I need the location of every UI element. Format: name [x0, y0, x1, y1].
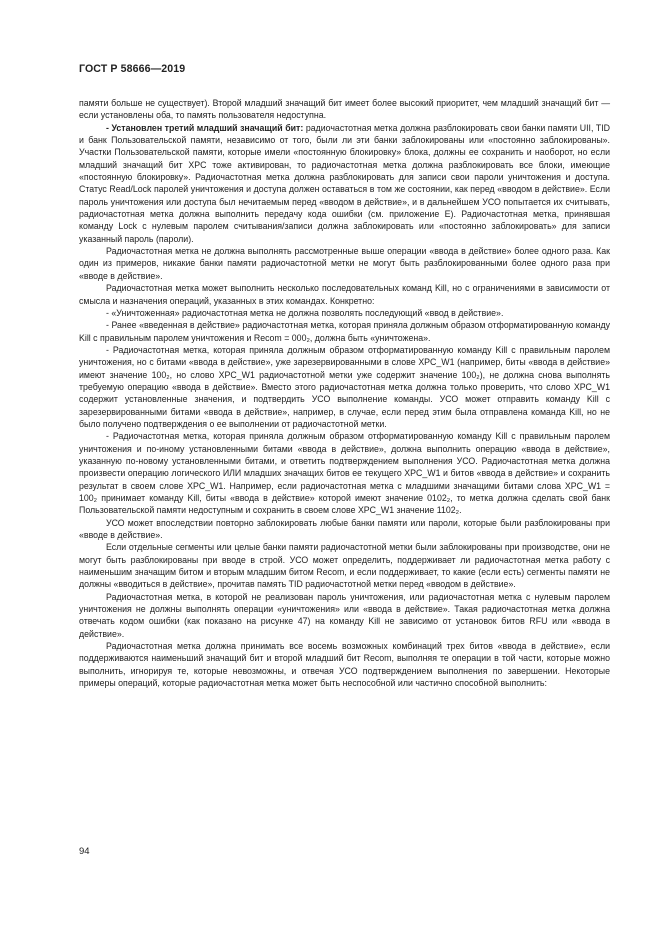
- paragraph: - Ранее «введенная в действие» радиочастотная метка, которая приняла должным образом отформатированную команду Kill с правильным паролем уничтожения и Recom = 000₂, должна быть «уничтожена».: [79, 320, 610, 343]
- paragraph-text: радиочастотная метка должна разблокировать свои банки памяти UII, TID и банк Пользовательской памяти, независимо от того, были ли эти банки заблокированы или «постоянно заблокированы». Участки Пользовательской памяти, которые имели «постоянную блокировку» блока, должны ее сохранить и наоборот, но если младший значащий бит XPC тоже активирован, то радиочастотная метка должна разблокировать все блоки, имеющие «постоянную блокировку». Радиочастотная метка должна разблокировать для записи свои пароли уничтожения и доступа. Статус Read/Lock паролей уничтожения и доступа должен оставаться в том же состоянии, как перед «вводом в действие». Если пароль уничтожения или доступа был нечитаемым перед «вводом в действие», и в дальнейшем УСО попытается их считывать, радиочастотная метка должна выполнить передачу кода ошибки (см. приложение Е). Радиочастотная метка, принявшая команду Lock с нулевым паролем считывания/записи должна заблокировать или «постоянно заблокировать» для записи указанный пароль (пароли).: [79, 122, 610, 244]
- paragraph: - «Уничтоженная» радиочастотная метка не должна позволять последующий «ввод в действие».: [106, 307, 504, 318]
- document-header: ГОСТ Р 58666—2019: [79, 63, 186, 75]
- document-body: [79, 97, 610, 690]
- paragraph: памяти больше не существует). Второй младший значащий бит имеет более высокий приоритет, чем младший значащий бит — если установлены оба, то память пользователя недоступна.: [79, 98, 610, 121]
- paragraph: - Радиочастотная метка, которая приняла должным образом отформатированную команду Kill с правильным паролем уничтожения и по-иному установленными битами «ввода в действие», должна выполнить операцию «ввода в действие», указанную по-новому установленными битами, и ответить подтверждением выполнения УСО. Радиочастотная метка должна произвести операцию логического ИЛИ младших значащих битов ее текущего XPC_W1 и битов «ввода в действие» и сохранить результат в своем слове XPC_W1. Например, если радиочастотная метка с младшими значащими битами слова XPC_W1 = 100₂ принимает команду Kill, биты «ввода в действие» которой имеют значение 0102₂, то метка должна сделать свой банк Пользовательской памяти недоступным и сохранить в своем слове XPC_W1 значение 1102₂.: [79, 431, 610, 516]
- paragraph-lead: - Установлен третий младший значащий бит:: [106, 122, 304, 133]
- paragraph: [79, 122, 610, 245]
- paragraph: УСО может впоследствии повторно заблокировать любые банки памяти или пароли, которые были разблокированы при «вводе в действие».: [79, 517, 610, 541]
- paragraph: Если отдельные сегменты или целые банки памяти радиочастотной метки были заблокированы при производстве, они не могут быть разблокированы при вводе в строй. УСО может определить, поддерживает ли радиочастотная метка работу с наименьшим значащим битом и вторым младшим битом Recom, и если поддерживает, то какие (если есть) сегменты памяти не должны «вводиться в действие», прочитав память TID радиочастотной метки перед «вводом в действие».: [79, 542, 610, 590]
- paragraph: Радиочастотная метка, в которой не реализован пароль уничтожения, или радиочастотная метка с нулевым паролем уничтожения не должны выполнять операции «уничтожения» или «ввода в действие». Такая радиочастотная метка должна отвечать кодом ошибки (как показано на рисунке 47) на команду Kill не зависимо от установок битов RFU или «ввода в действие».: [79, 591, 610, 639]
- paragraph: Радиочастотная метка должна принимать все восемь возможных комбинаций трех битов «ввода в действие», если поддерживаются наименьший значащий бит и второй младший бит Recom, выполняя те операции в той части, которые можно выполнить, игнорируя те, которые невозможны, и отвечая УСО подтверждением выполнения по завершении. Некоторые примеры операций, которые радиочастотная метка может быть неспособной или частично способной выполнить:: [79, 641, 610, 689]
- page-number: 94: [79, 846, 90, 857]
- paragraph: Радиочастотная метка может выполнить несколько последовательных команд Kill, но с ограничениями в зависимости от смысла и назначения операций, указанных в этих командах. Конкретно:: [79, 283, 610, 306]
- paragraph: - Радиочастотная метка, которая приняла должным образом отформатированную команду Kill с правильным паролем уничтожения, но с битами «ввода в действие», уже зарезервированными в слове XPC_W1 (например, биты «ввода в действие» имеют значение 100₂, но слово XPC_W1 радиочастотной метки уже содержит значение 100₂), не должна снова выполнять требуемую операцию «ввода в действие». Вместо этого радиочастотная метка должна только проверить, что слово XPC_W1 содержит установленные значения, и подтвердить УСО выполнение команды. УСО может отправить команду Kill с зарезервированными битами «ввода в действие», например, в случае, если перед этим была отправлена команда Kill, но не было получено подтверждения о ее выполнении от радиочастотной метки.: [79, 344, 610, 429]
- paragraph: Радиочастотная метка не должна выполнять рассмотренные выше операции «ввода в действие» более одного раза. Как один из примеров, никакие банки памяти радиочастотной метки не могут быть разблокированными более одного раза при «вводе в действие».: [79, 246, 610, 281]
